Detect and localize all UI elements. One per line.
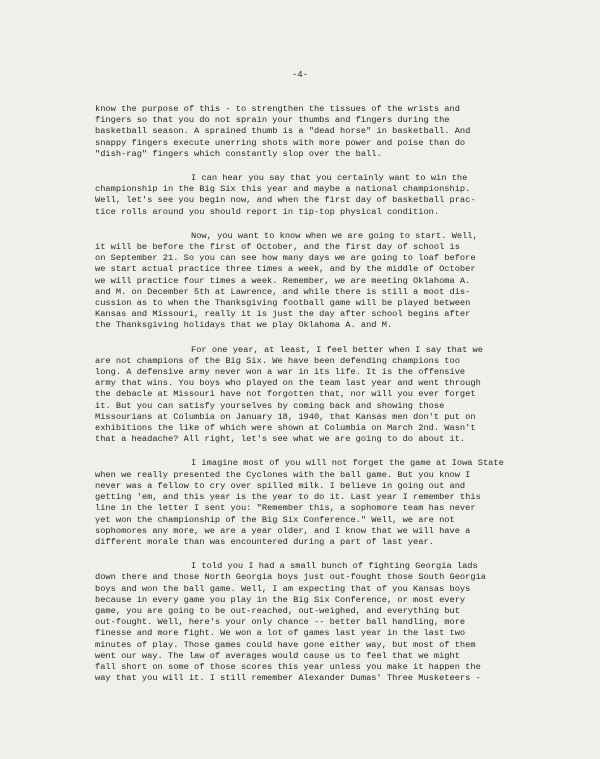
text-line: Missourians at Columbia on January 18, 1940, that Kansas men don't put on [95, 411, 476, 422]
text-line: Kansas and Missouri, really it is just the day after school begins after [95, 309, 471, 320]
text-line: I can hear you say that you certainly want to win the [191, 173, 468, 184]
paragraph [95, 561, 535, 684]
text-line: different morale than was encountered during a part of last year. [95, 536, 434, 547]
text-line: never was a fellow to cry over spilled milk. I believe in going out and [95, 480, 466, 491]
text-line: tice rolls around you should report in tip-top physical condition. [95, 206, 440, 217]
text-line: we start actual practice three times a week, and by the middle of October [95, 264, 476, 275]
text-line: finesse and more fight. We won a lot of games last year in the last two [95, 628, 466, 639]
text-line: when we really presented the Cyclones with the ball game. But you know I [95, 469, 471, 480]
text-line: long. A defensive army never won a war in its life. It is the offensive [95, 367, 466, 378]
text-line: getting 'em, and this year is the year to do it. Last year I remember this [95, 492, 481, 503]
paragraph [95, 231, 535, 332]
text-line: Now, you want to know when we are going to start. Well, [191, 230, 478, 241]
text-line: For one year, at least, I feel better when I say that we [191, 344, 483, 355]
text-line: I imagine most of you will not forget the game at Iowa State [191, 458, 504, 469]
text-line: it. But you can satisfy yourselves by coming back and showing those [95, 400, 445, 411]
text-line: the debacle at Missouri have not forgotten that, nor will you ever forget [95, 389, 476, 400]
text-line: fingers so that you do not sprain your thumbs and fingers during the [95, 115, 450, 126]
text-line: know the purpose of this - to strengthen the tissues of the wrists and [95, 104, 460, 114]
text-line: are not champions of the Big Six. We have been defending champions too [95, 355, 460, 366]
text-line: way that you will it. I still remember Alexander Dumas' Three Musketeers - [95, 673, 481, 684]
text-line: yet won the championship of the Big Six Conference." Well, we are not [95, 514, 455, 525]
page-number: -4- [291, 70, 309, 80]
text-line: sophomores any more, we are a year older, and I know that we will have a [95, 525, 471, 536]
letter-body [95, 104, 535, 697]
text-line: cussion as to when the Thanksgiving football game will be played between [95, 298, 471, 309]
text-line: basketball season. A sprained thumb is a "dead horse" in basketball. And [95, 126, 471, 137]
text-line: fall short on some of those scores this year unless you make it happen the [95, 661, 481, 672]
text-line: minutes of play. Those games could have gone either way, but most of them [95, 639, 476, 650]
text-line: we will practice four times a week. Remember, we are meeting Oklahoma A. [95, 275, 471, 286]
text-line: boys and won the ball game. Well, I am expecting that of you Kansas boys [95, 583, 471, 594]
text-line: army that wins. You boys who played on the team last year and went through [95, 378, 481, 389]
text-line: the Thanksgiving holidays that we play Oklahoma A. and M. [95, 320, 393, 331]
text-line: out-fought. Well, here's your only chance -- better ball handling, more [95, 617, 466, 628]
paragraph [95, 458, 535, 548]
text-line: I told you I had a small bunch of fighting Georgia lads [191, 561, 478, 572]
text-line: "dish-rag" fingers which constantly slop over the ball. [95, 148, 382, 159]
text-line: and M. on December 5th at Lawrence, and while there is still a moot dis- [95, 286, 471, 297]
paragraph [95, 104, 535, 160]
text-line: championship in the Big Six this year and maybe a national championship. [95, 184, 471, 195]
text-line: snappy fingers execute unerring shots with more power and poise than do [95, 137, 466, 148]
text-line: exhibitions the like of which were shown at Columbia on March 2nd. Wasn't [95, 423, 476, 434]
text-line: on September 21. So you can see how many days we are going to loaf before [95, 253, 476, 264]
text-line: went our way. The law of averages would cause us to feel that we might [95, 650, 460, 661]
text-line: Well, let's see you begin now, and when the first day of basketball prac- [95, 195, 476, 206]
text-line: line in the letter I sent you: "Remember this, a sophomore team has never [95, 503, 476, 514]
text-line: that a headache? All right, let's see what we are going to do about it. [95, 434, 466, 445]
text-line: down there and those North Georgia boys just out-fought those South Georgia [95, 572, 487, 583]
paragraph [95, 173, 535, 218]
text-line: it will be before the first of October, and the first day of school is [95, 242, 460, 253]
text-line: because in every game you play in the Big Six Conference, or most every [95, 594, 466, 605]
paragraph [95, 345, 535, 446]
text-line: game, you are going to be out-reached, out-weighed, and everything but [95, 605, 460, 616]
